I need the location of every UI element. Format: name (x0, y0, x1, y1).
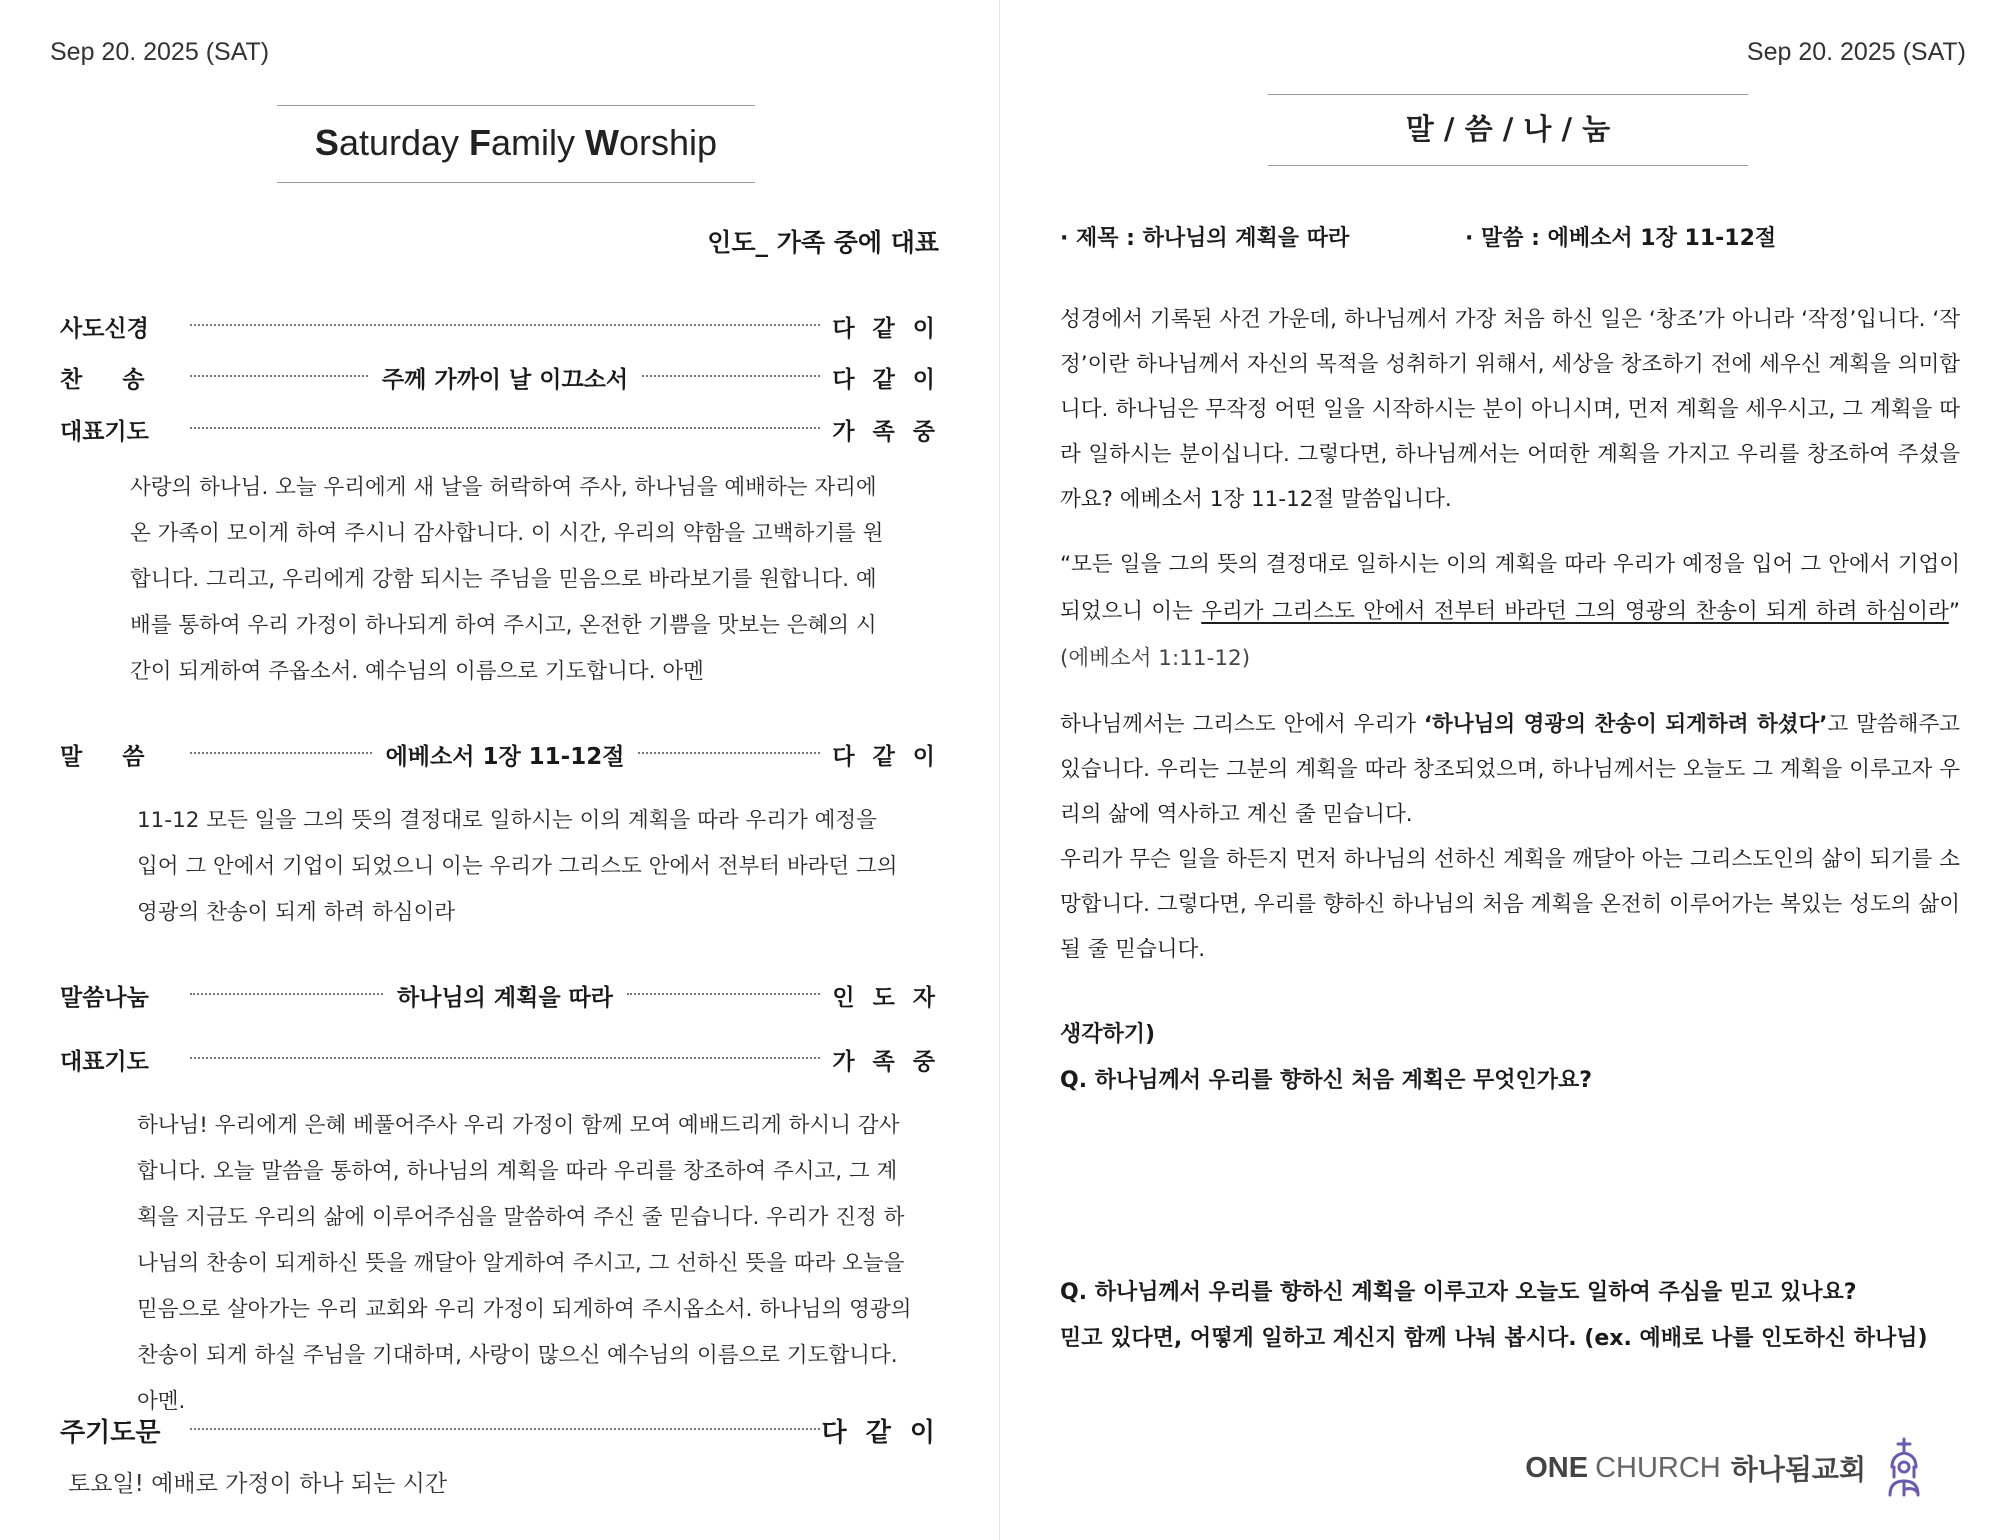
question-2-follow-up: 믿고 있다면, 어떻게 일하고 계신지 함께 나눠 봅시다. (ex. 예배로 나를 인도하신 하나님) (1060, 1326, 1928, 1351)
date-right: Sep 20. 2025 (SAT) (1746, 38, 1966, 66)
dotted-leader (190, 375, 368, 377)
order-who: 인 도 자 (832, 984, 941, 1011)
church-logo (1525, 1437, 1926, 1499)
think-label: 생각하기) (1060, 1022, 1156, 1047)
underlined-verse: 우리가 그리스도 안에서 전부터 바라던 그의 영광의 찬송이 되게 하려 하심이라 (1201, 599, 1949, 624)
order-row-hymn (60, 357, 940, 397)
order-who: 가 족 중 (832, 1048, 940, 1075)
order-label: 말씀나눔 (60, 984, 149, 1011)
logo-korean-name: 하나됨교회 (1730, 1453, 1866, 1486)
dotted-leader (638, 752, 820, 754)
sharing-topic: 하나님의 계획을 따라 (397, 984, 613, 1011)
dotted-leader (190, 752, 372, 754)
message-paragraph: 하나님께서는 그리스도 안에서 우리가 ‘하나님의 영광의 찬송이 되게하려 하셨다’고 말씀해주고 있습니다. 우리는 그분의 계획을 따라 창조되었으며, 하나님께서는 오늘도 그 계획을 이루고자 우리의 삶에 역사하고 계신 줄 믿습니다. 우리가 무슨 일을 하든지 먼저 하나님의 선하신 계획을 깨달아 아는 그리스도인의 삶이 되기를 소망합니다. 그렇다면, 우리를 향하신 하나님의 처음 계획을 온전히 이루어가는 복있는 성도의 삶이 될 줄 믿습니다. (1060, 712, 1960, 962)
order-label: 사도신경 (60, 315, 149, 342)
right-page (1000, 0, 1996, 1540)
dotted-leader (190, 427, 820, 429)
question-block-1 (1060, 1012, 1592, 1104)
church-cross-icon (1882, 1437, 1926, 1499)
logo-one: ONE (1525, 1451, 1589, 1484)
order-label: 대표기도 (60, 1048, 149, 1075)
scripture-quote: “모든 일을 그의 뜻의 결정대로 일하시는 이의 계획을 따라 우리가 예정을 입어 그 안에서 기업이 되었으니 이는 우리가 그리스도 안에서 전부터 바라던 그의 영광의 찬송이 되게 하려 하심이라” (에베소서 1:11-12) (1060, 552, 1960, 671)
sharing-title: 말 / 씀 / 나 / 눔 (1268, 94, 1748, 166)
dotted-leader (190, 993, 383, 995)
question-1: Q. 하나님께서 우리를 향하신 처음 계획은 무엇인가요? (1060, 1068, 1593, 1093)
dotted-leader (642, 375, 820, 377)
order-label: 찬송 (60, 366, 185, 393)
order-who: 다 같 이 (832, 315, 940, 342)
order-row-sharing (60, 975, 940, 1015)
order-row-creed (60, 306, 940, 346)
order-who: 다 같 이 (821, 1417, 940, 1448)
emphasis-text: ‘하나님의 영광의 찬송이 되게하려 하셨다’ (1423, 712, 1828, 737)
hymn-title: 주께 가까이 날 이끄소서 (381, 366, 629, 393)
dotted-leader (190, 324, 820, 326)
order-who: 다 같 이 (832, 743, 941, 770)
topic-scripture: · 말씀 : 에베소서 1장 11-12절 (1465, 226, 1777, 251)
order-row-prayer-2 (60, 1039, 940, 1079)
dotted-leader (190, 1428, 820, 1430)
order-who: 가 족 중 (832, 418, 940, 445)
logo-church: CHURCH (1595, 1451, 1721, 1484)
worship-title: Saturday Family Worship (277, 105, 755, 183)
dotted-leader (190, 1057, 820, 1059)
order-label: 대표기도 (60, 418, 149, 445)
closing-prayer-text: 하나님! 우리에게 은혜 베풀어주사 우리 가정이 함께 모여 예배드리게 하시니 감사합니다. 오늘 말씀을 통하여, 하나님의 계획을 따라 우리를 창조하여 주시고, 그 계획을 지금도 우리의 삶에 이루어주심을 말씀하여 주신 줄 믿습니다. 우리가 진정 하나님의 찬송이 되게하신 뜻을 깨달아 알게하여 주시고, 그 선하신 뜻을 따라 오늘을 믿음으로 살아가는 우리 교회와 우리 가정이 되게하여 주시옵소서. 하나님의 영광의 찬송이 되게 하실 주님을 기대하며, 사랑이 많으신 예수님의 이름으로 기도합니다. 아멘. (137, 1113, 912, 1414)
topic-title: · 제목 : 하나님의 계획을 따라 (1060, 226, 1350, 251)
dotted-leader (627, 993, 820, 995)
intro-paragraph: 성경에서 기록된 사건 가운데, 하나님께서 가장 처음 하신 일은 ‘창조’가 아니라 ‘작정’입니다. ‘작정’이란 하나님께서 자신의 목적을 성취하기 위해서, 세상을 창조하기 전에 세우신 계획을 의미합니다. 하나님은 무작정 어떤 일을 시작하시는 분이 아니시며, 먼저 계획을 세우시고, 그 계획을 따라 일하시는 분이십니다. 그렇다면, 하나님께서는 어떠한 계획을 가지고 우리를 창조하여 주셨을까요? 에베소서 1장 11-12절 말씀입니다. (1060, 307, 1960, 512)
order-row-prayer (60, 409, 940, 449)
order-row-scripture (60, 734, 940, 774)
quote-reference: (에베소서 1:11-12) (1060, 646, 1251, 671)
order-who: 다 같 이 (832, 366, 941, 393)
scripture-text: 11-12 모든 일을 그의 뜻의 결정대로 일하시는 이의 계획을 따라 우리가 예정을 입어 그 안에서 기업이 되었으니 이는 우리가 그리스도 안에서 전부터 바라던 그의 영광의 찬송이 되게 하려 하심이라 (137, 808, 898, 925)
scripture-reference: 에베소서 1장 11-12절 (385, 743, 625, 770)
hope-paragraph: 우리가 무슨 일을 하든지 먼저 하나님의 선하신 계획을 깨달아 아는 그리스도인의 삶이 되기를 소망합니다. 그렇다면, 우리를 향하신 하나님의 처음 계획을 온전히 이루어가는 복있는 성도의 삶이 될 줄 믿습니다. (1060, 847, 1960, 962)
topic-line (1060, 221, 1776, 252)
leader-note: 인도_ 가족 중에 대표 (707, 228, 939, 257)
opening-prayer-text: 사랑의 하나님. 오늘 우리에게 새 날을 허락하여 주사, 하나님을 예배하는 자리에 온 가족이 모이게 하여 주시니 감사합니다. 이 시간, 우리의 약함을 고백하기를 원합니다. 그리고, 우리에게 강함 되시는 주님을 믿음으로 바라보기를 원합니다. 예배를 통하여 우리 가정이 하나되게 하여 주시고, 온전한 기쁨을 맛보는 은혜의 시간이 되게하여 주옵소서. 예수님의 이름으로 기도합니다. 아멘 (130, 475, 884, 684)
question-2: Q. 하나님께서 우리를 향하신 계획을 이루고자 오늘도 일하여 주심을 믿고 있나요? (1060, 1280, 1857, 1305)
order-row-lords-prayer (60, 1410, 940, 1450)
footer-tagline: 토요일! 예배로 가정이 하나 되는 시간 (68, 1471, 448, 1497)
order-label: 주기도문 (60, 1417, 161, 1448)
date-left: Sep 20. 2025 (SAT) (50, 38, 270, 66)
question-block-2 (1060, 1270, 1928, 1362)
order-label: 말씀 (60, 743, 185, 770)
